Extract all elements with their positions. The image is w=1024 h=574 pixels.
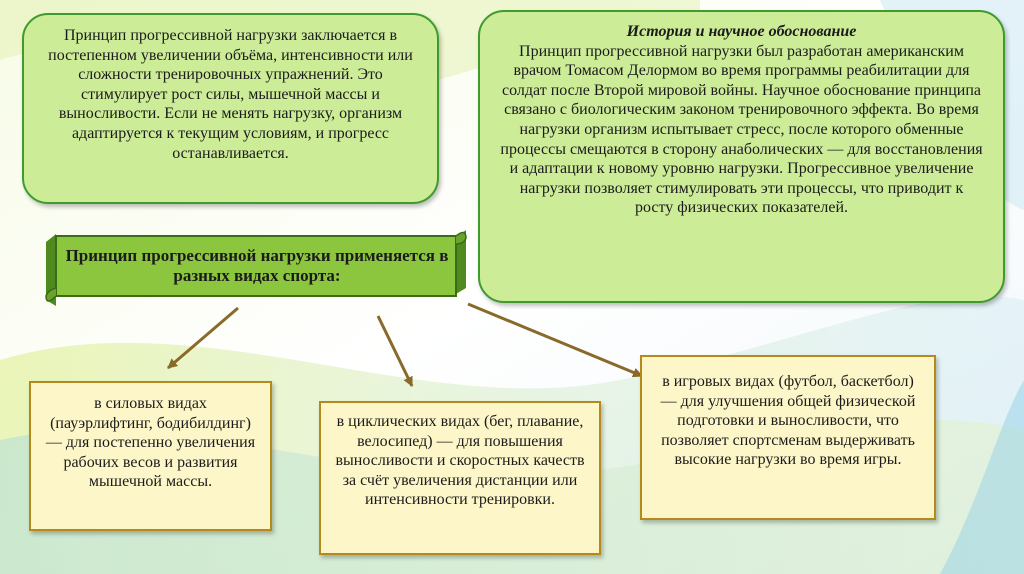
cyclic-sports-text: в циклических видах (бег, плавание, велосипед) — для повышения выносливости и скоростных качеств за счёт увеличения дистанции или интенсивности тренировки. <box>335 413 585 509</box>
history-text: Принцип прогрессивной нагрузки был разработан американским врачом Томасом Делормом во время программы реабилитации для солдат после Второй мировой войны. Научное обоснование принципа связано с биологическим законом тренировочного эффекта. Во время нагрузки организм испытывает стресс, после которого обменные процессы смещаются в сторону анаболических — для восстановления и адаптации к новому уровню нагрузки. Прогрессивное увеличение нагрузки позволяет стимулировать эти процессы, что приводит к росту физических показателей. <box>500 42 983 217</box>
definition-box <box>22 13 439 204</box>
definition-text: Принцип прогрессивной нагрузки заключается в постепенном увеличении объёма, интенсивности или сложности тренировочных упражнений. Это стимулирует рост силы, мышечной массы и выносливости. Если не менять нагрузку, организм адаптируется к текущим условиям, и прогресс останавливается. <box>48 27 413 162</box>
cyclic-sports-box <box>319 401 601 555</box>
strength-sports-box <box>29 381 272 531</box>
banner-title: Принцип прогрессивной нагрузки применяется в разных видах спорта: <box>65 246 449 285</box>
game-sports-box <box>640 355 936 520</box>
strength-sports-text: в силовых видах (пауэрлифтинг, бодибилдинг) — для постепенно увеличения рабочих весов и развития мышечной массы. <box>45 395 256 491</box>
game-sports-text: в игровых видах (футбол, баскетбол) — для улучшения общей физической подготовки и выносливости, что позволяет спортсменам выдерживать высокие нагрузки во время игры. <box>660 373 916 469</box>
history-title: История и научное обоснование <box>626 23 857 40</box>
history-box <box>478 10 1005 303</box>
